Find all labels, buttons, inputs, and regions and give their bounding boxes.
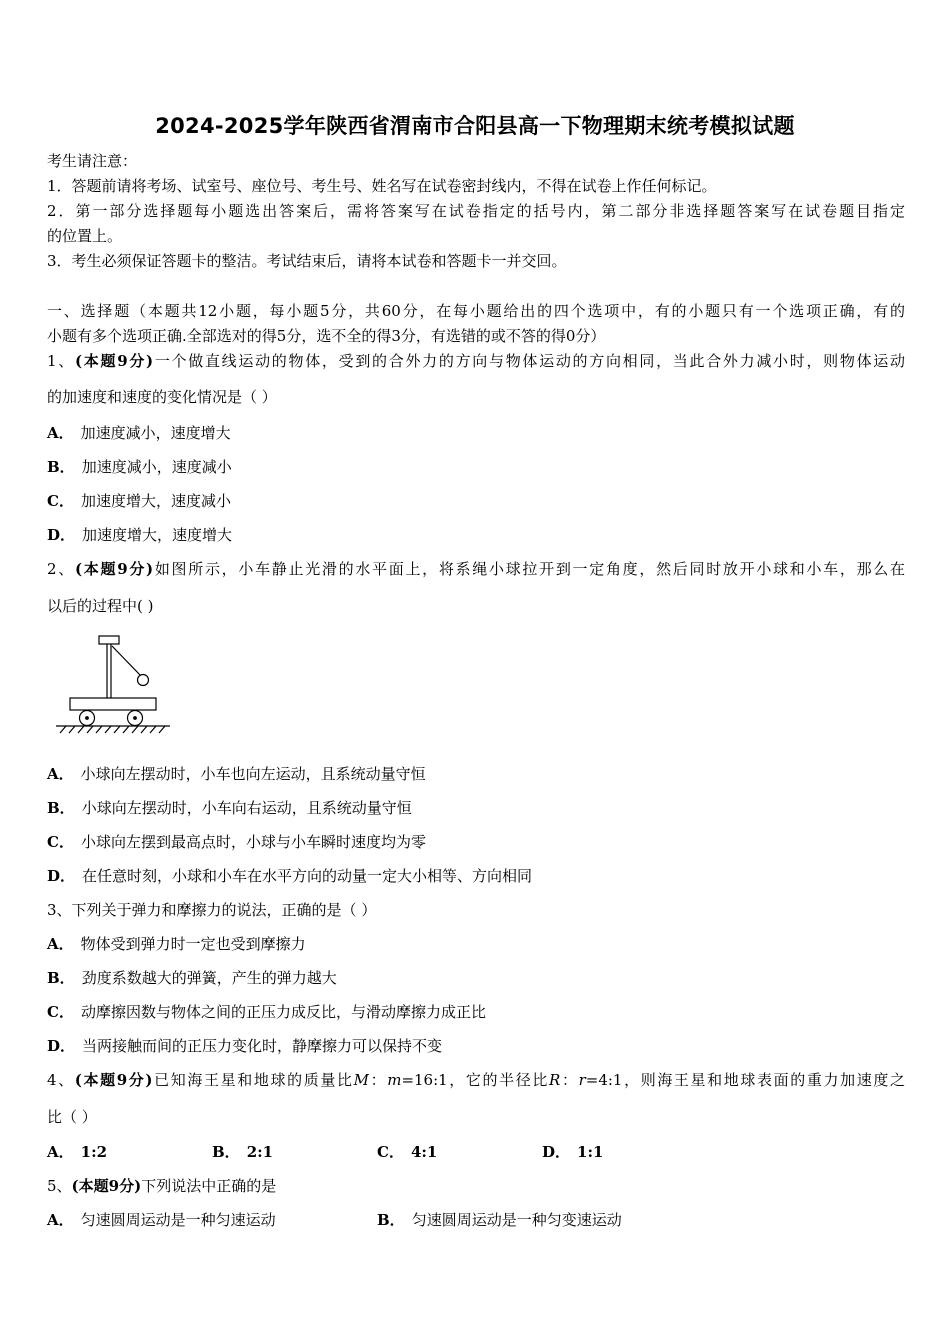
q4-text: ： — [368, 1071, 388, 1089]
option-label: B． — [47, 458, 75, 476]
q5-number: 5、 — [47, 1177, 72, 1195]
option-label: C． — [377, 1143, 404, 1161]
notice-heading: 考生请注意： — [47, 152, 138, 170]
q1-option-b — [47, 457, 232, 477]
q1-number: 1、 — [47, 352, 75, 370]
option-label: C． — [47, 833, 74, 851]
q4-tag: (本题9分) — [74, 1071, 153, 1089]
q4-number: 4、 — [47, 1071, 75, 1089]
q2-stem-line1 — [47, 559, 905, 579]
q4-text: ： — [560, 1071, 579, 1089]
q3-option-d — [47, 1036, 442, 1056]
option-label: B． — [47, 969, 75, 987]
option-text: 加速度增大，速度增大 — [82, 526, 233, 544]
notice-item-3: 3．考生必须保证答题卡的整洁。考试结束后，请将本试卷和答题卡一并交回。 — [47, 252, 567, 270]
option-text: 加速度增大，速度减小 — [80, 492, 231, 510]
option-label: D． — [542, 1143, 571, 1161]
notice-item-1: 1．答题前请将考场、试室号、座位号、考生号、姓名写在试卷密封线内，不得在试卷上作任何标记。 — [47, 177, 717, 195]
option-text: 1:1 — [577, 1143, 604, 1161]
q1-tag: (本题9分) — [74, 352, 154, 370]
q5-stem — [47, 1176, 276, 1196]
q4-option-d — [542, 1142, 603, 1162]
option-text: 当两接触而间的正压力变化时，静摩擦力可以保持不变 — [82, 1037, 443, 1055]
option-text: 匀速圆周运动是一种匀变速运动 — [411, 1211, 622, 1229]
q4-text: 已知海王星和地球的质量比 — [152, 1071, 354, 1089]
q3-stem: 3、下列关于弹力和摩擦力的说法，正确的是（ ） — [47, 901, 377, 919]
option-label: B． — [377, 1211, 405, 1229]
q2-tag: (本题9分) — [74, 560, 154, 578]
q2-option-a — [47, 764, 426, 784]
q3-option-b — [47, 968, 337, 988]
q5-text: 下列说法中正确的是 — [141, 1177, 277, 1195]
option-label: D． — [47, 867, 76, 885]
option-text: 加速度减小，速度增大 — [80, 424, 231, 442]
option-text: 4:1 — [410, 1143, 438, 1161]
q2-option-d — [47, 866, 532, 886]
q4-var-r: r — [578, 1071, 586, 1089]
option-label: B． — [47, 799, 75, 817]
q1-option-d — [47, 525, 232, 545]
option-label: A． — [47, 935, 74, 953]
option-label: D． — [47, 526, 76, 544]
q2-text: 如图所示，小车静止光滑的水平面上，将系绳小球拉开到一定角度，然后同时放开小球和小车，那么在 — [153, 560, 905, 578]
q4-stem-line2: 比（ ） — [47, 1108, 97, 1126]
notice-item-2: 2．第一部分选择题每小题选出答案后，需将答案写在试卷指定的括号内，第二部分非选择题答案写在试卷题目指定 — [47, 202, 905, 220]
option-text: 2:1 — [246, 1143, 274, 1161]
option-label: C． — [47, 1003, 74, 1021]
q1-text: 一个做直线运动的物体，受到的合外力的方向与物体运动的方向相同，当此合外力减小时，则物体运动 — [153, 352, 905, 370]
option-label: A． — [47, 1143, 74, 1161]
q2-option-b — [47, 798, 412, 818]
option-text: 劲度系数越大的弹簧，产生的弹力越大 — [81, 969, 337, 987]
q1-stem-line2: 的加速度和速度的变化情况是（ ） — [47, 388, 277, 406]
q4-option-c — [377, 1142, 437, 1162]
option-label: A． — [47, 424, 74, 442]
q4-var-R: R — [549, 1071, 561, 1089]
q5-option-b — [377, 1210, 622, 1230]
option-text: 小球向左摆到最高点时，小球与小车瞬时速度均为零 — [80, 833, 426, 851]
q4-var-M: M — [353, 1071, 369, 1089]
option-label: D． — [47, 1037, 76, 1055]
option-text: 匀速圆周运动是一种匀速运动 — [80, 1211, 276, 1229]
q4-text: =16:1，它的半径比 — [401, 1071, 550, 1089]
q1-stem-line1 — [47, 351, 905, 371]
q4-text: =4:1，则海王星和地球表面的重力加速度之 — [585, 1071, 905, 1089]
q2-option-c — [47, 832, 426, 852]
option-label: A． — [47, 765, 74, 783]
q4-stem-line1 — [47, 1070, 905, 1090]
q4-var-m: m — [387, 1071, 402, 1089]
option-text: 小球向左摆动时，小车也向左运动，且系统动量守恒 — [80, 765, 426, 783]
q5-tag: (本题9分) — [71, 1177, 142, 1195]
option-text: 动摩擦因数与物体之间的正压力成反比，与滑动摩擦力成正比 — [80, 1003, 486, 1021]
option-label: C． — [47, 492, 74, 510]
q1-option-a — [47, 423, 231, 443]
q3-option-c — [47, 1002, 486, 1022]
q2-stem-line2: 以后的过程中( ) — [47, 597, 154, 615]
option-text: 物体受到弹力时一定也受到摩擦力 — [80, 935, 306, 953]
q1-option-c — [47, 491, 231, 511]
q4-option-a — [47, 1142, 107, 1162]
q4-option-b — [212, 1142, 273, 1162]
option-text: 在任意时刻，小球和小车在水平方向的动量一定大小相等、方向相同 — [82, 867, 533, 885]
q5-option-a — [47, 1210, 276, 1230]
q2-number: 2、 — [47, 560, 75, 578]
option-label: B． — [212, 1143, 240, 1161]
option-text: 1:2 — [80, 1143, 108, 1161]
q3-option-a — [47, 934, 306, 954]
option-label: A． — [47, 1211, 74, 1229]
section-heading-line1: 一、选择题（本题共12小题，每小题5分，共60分，在每小题给出的四个选项中，有的小题只有一个选项正确，有的 — [47, 302, 905, 320]
page-title: 2024-2025学年陕西省渭南市合阳县高一下物理期末统考模拟试题 — [155, 114, 795, 138]
notice-item-2-cont: 的位置上。 — [47, 227, 123, 245]
section-heading-line2: 小题有多个选项正确.全部选对的得5分，选不全的得3分，有选错的或不答的得0分） — [47, 327, 606, 345]
cart-pendulum-figure — [52, 632, 177, 740]
option-text: 小球向左摆动时，小车向右运动，且系统动量守恒 — [81, 799, 412, 817]
option-text: 加速度减小，速度减小 — [81, 458, 232, 476]
